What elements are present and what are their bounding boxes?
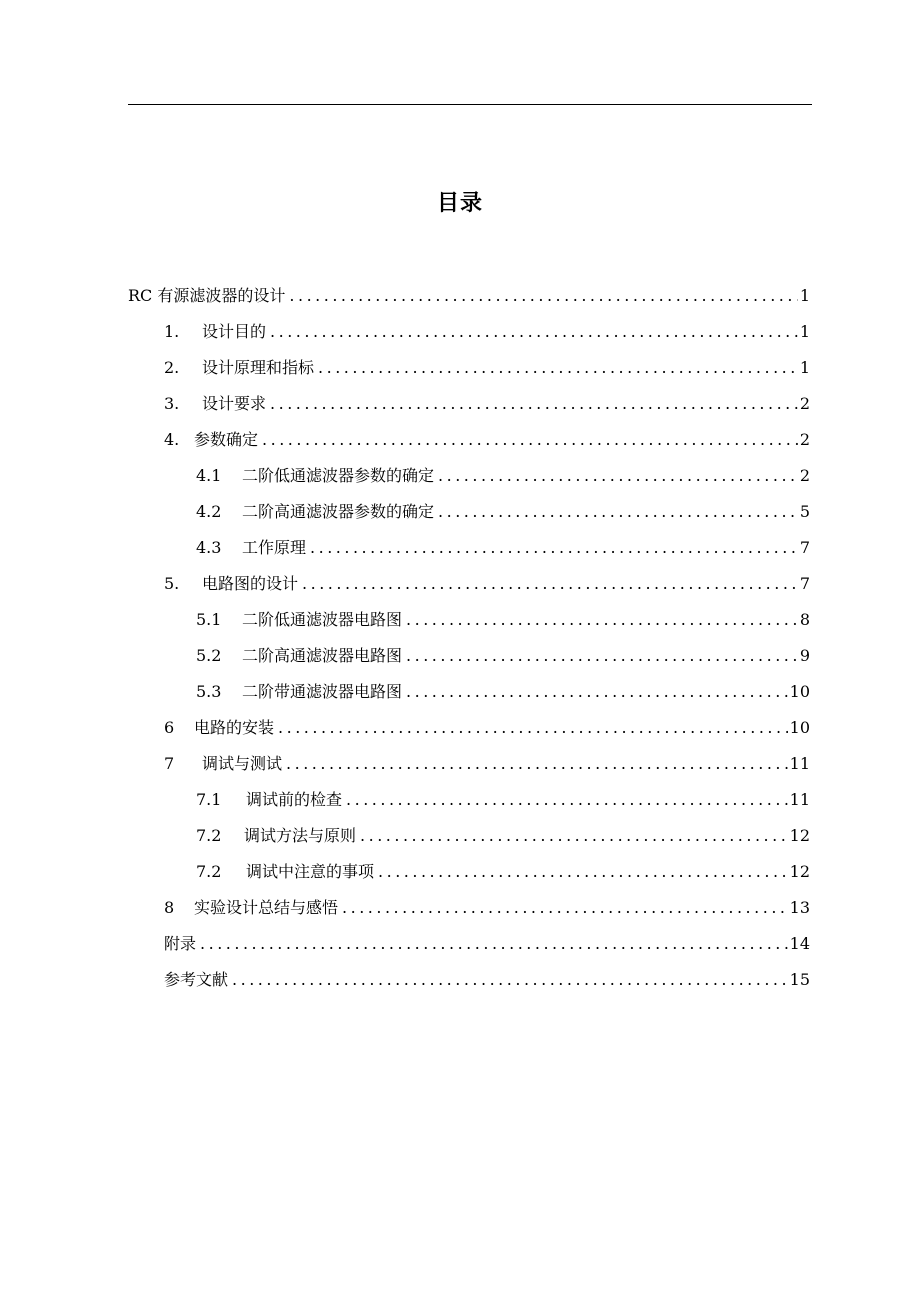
toc-entry-page: 14	[789, 934, 810, 953]
toc-entry-7-1[interactable]	[196, 782, 810, 818]
toc-entry-page: 1	[799, 358, 810, 377]
toc-dot-leader	[342, 890, 788, 926]
toc-entry-page: 10	[789, 718, 810, 737]
toc-dot-leader	[278, 710, 788, 746]
toc-entry-page: 12	[789, 826, 810, 845]
header-rule	[128, 104, 812, 105]
toc-dot-leader	[438, 494, 798, 530]
toc-dot-leader	[406, 638, 798, 674]
toc-dot-leader	[360, 818, 788, 854]
toc-entry-7[interactable]	[164, 746, 810, 782]
toc-dot-leader	[346, 782, 788, 818]
toc-entry-number: 7.2	[196, 862, 222, 881]
toc-dot-leader	[289, 278, 797, 314]
toc-entry-7-2-notes[interactable]	[196, 854, 810, 890]
toc-dot-leader	[232, 962, 788, 998]
toc-entry-5-3[interactable]	[196, 674, 810, 710]
toc-entry-page: 12	[789, 862, 810, 881]
toc-entry-5-2[interactable]	[196, 638, 810, 674]
toc-entry-label: RC 有源滤波器的设计	[128, 286, 286, 305]
toc-entry-page: 9	[799, 646, 810, 665]
toc-dot-leader	[270, 314, 798, 350]
toc-entry-page: 2	[799, 466, 810, 485]
toc-entry-label: 调试中注意的事项	[246, 862, 375, 881]
toc-dot-leader	[406, 602, 798, 638]
toc-entry-number: 7.2	[196, 826, 222, 845]
toc-dot-leader	[200, 926, 788, 962]
toc-entry-page: 7	[799, 574, 810, 593]
toc-entry-4-1[interactable]	[196, 458, 810, 494]
toc-entry-label: 附录	[164, 934, 197, 953]
toc-entry-number: 7	[164, 754, 175, 773]
toc-entry-5[interactable]	[164, 566, 810, 602]
toc-entry-label: 设计目的	[202, 322, 267, 341]
toc-dot-leader	[406, 674, 788, 710]
toc-entry-page: 15	[789, 970, 810, 989]
toc-entry-page: 10	[789, 682, 810, 701]
toc-entry-label: 二阶低通滤波器参数的确定	[242, 466, 435, 485]
toc-dot-leader	[270, 386, 798, 422]
toc-entry-number: 2.	[164, 358, 180, 377]
toc-entry-number: 8	[164, 898, 175, 917]
toc-entry-number: 5.3	[196, 682, 222, 701]
toc-entry-4[interactable]	[164, 422, 810, 458]
toc-entry-label: 设计原理和指标	[202, 358, 315, 377]
toc-entry-references[interactable]	[164, 962, 810, 998]
toc-entry-label: 参数确定	[194, 430, 259, 449]
toc-entry-number: 6	[164, 718, 175, 737]
toc-entry-3[interactable]	[164, 386, 810, 422]
toc-entry-4-2[interactable]	[196, 494, 810, 530]
toc-entry-label: 二阶高通滤波器电路图	[242, 646, 403, 665]
toc-entry-number: 3.	[164, 394, 180, 413]
toc-entry-page: 1	[799, 286, 810, 305]
toc-entry-rc-filter-design[interactable]	[128, 278, 810, 314]
toc-entry-number: 4.3	[196, 538, 222, 557]
toc-entry-number: 5.1	[196, 610, 222, 629]
toc-dot-leader	[438, 458, 798, 494]
toc-dot-leader	[302, 566, 798, 602]
toc-entry-2[interactable]	[164, 350, 810, 386]
toc-entry-number: 4.1	[196, 466, 222, 485]
toc-entry-label: 调试前的检查	[246, 790, 343, 809]
toc-entry-page: 1	[799, 322, 810, 341]
toc-dot-leader	[378, 854, 788, 890]
toc-entry-page: 13	[789, 898, 810, 917]
toc-entry-label: 电路图的设计	[202, 574, 299, 593]
toc-entry-7-2-method[interactable]	[196, 818, 810, 854]
toc-entry-1[interactable]	[164, 314, 810, 350]
toc-dot-leader	[286, 746, 788, 782]
toc-entry-4-3[interactable]	[196, 530, 810, 566]
toc-entry-number: 4.	[164, 430, 180, 449]
toc-entry-label: 二阶高通滤波器参数的确定	[242, 502, 435, 521]
toc-dot-leader	[310, 530, 798, 566]
toc-entry-6[interactable]	[164, 710, 810, 746]
toc-entry-number: 5.2	[196, 646, 222, 665]
toc-entry-page: 11	[789, 754, 810, 773]
toc-entry-label: 参考文献	[164, 970, 229, 989]
toc-dot-leader	[318, 350, 798, 386]
toc-dot-leader	[262, 422, 798, 458]
toc-entry-label: 二阶带通滤波器电路图	[242, 682, 403, 701]
toc-entry-page: 8	[799, 610, 810, 629]
toc-entry-page: 2	[799, 394, 810, 413]
toc-entry-appendix[interactable]	[164, 926, 810, 962]
toc-entry-number: 1.	[164, 322, 180, 341]
toc-entry-8[interactable]	[164, 890, 810, 926]
toc-entry-label: 电路的安装	[194, 718, 275, 737]
toc-entry-page: 2	[799, 430, 810, 449]
toc-entry-5-1[interactable]	[196, 602, 810, 638]
toc-entry-label: 实验设计总结与感悟	[194, 898, 339, 917]
toc-title: 目录	[436, 191, 483, 216]
toc-entry-label: 设计要求	[202, 394, 267, 413]
toc-entry-number: 5.	[164, 574, 180, 593]
toc-entry-page: 11	[789, 790, 810, 809]
toc-entry-page: 5	[799, 502, 810, 521]
toc-entry-label: 工作原理	[242, 538, 307, 557]
toc-entry-label: 调试方法与原则	[244, 826, 357, 845]
toc-entry-number: 4.2	[196, 502, 222, 521]
toc-entry-page: 7	[799, 538, 810, 557]
toc-entry-label: 调试与测试	[202, 754, 283, 773]
toc-entry-number: 7.1	[196, 790, 222, 809]
toc-entry-label: 二阶低通滤波器电路图	[242, 610, 403, 629]
